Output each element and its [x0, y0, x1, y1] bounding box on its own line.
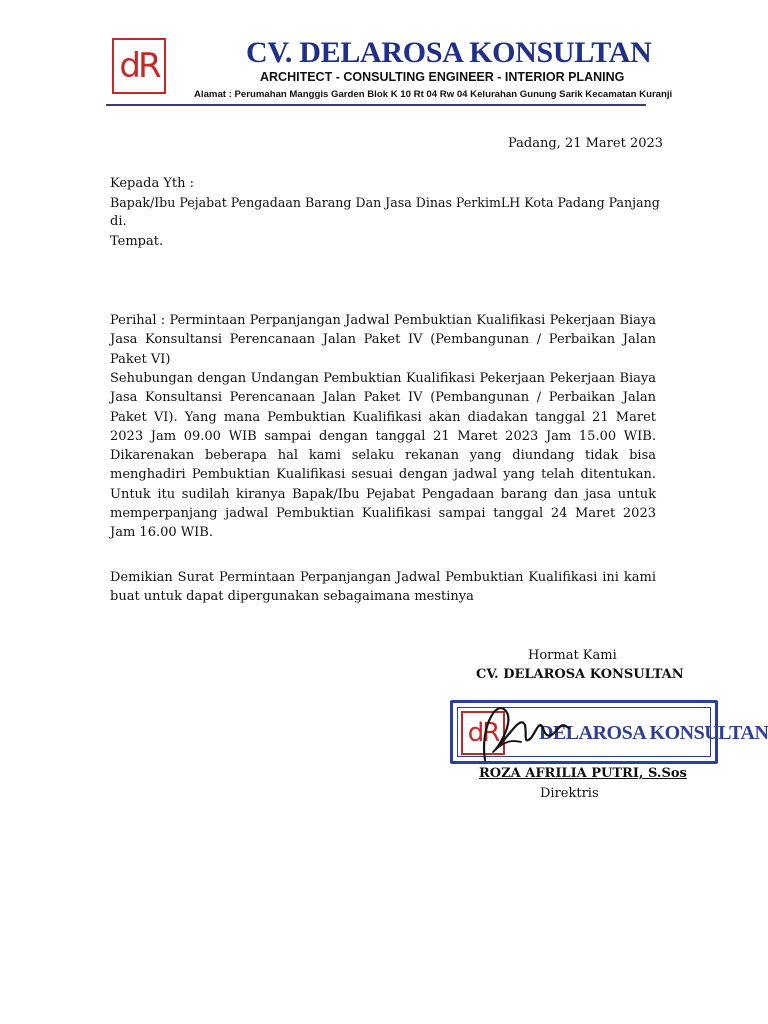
recipient-salutation: Kepada Yth :	[110, 176, 195, 191]
stamp-logo: dR	[461, 711, 505, 755]
regards-text: Hormat Kami	[528, 648, 617, 663]
signature-company: CV. DELAROSA KONSULTAN	[476, 667, 684, 682]
subject-text: Perihal : Permintaan Perpanjangan Jadwal Pembuktian Kualifikasi Pekerjaan Biaya Jasa Konsultansi Perencanaan Jalan Paket IV (Pembangunan / Perbaikan Jalan Paket VI)	[110, 313, 656, 367]
company-name: CV. DELAROSA KONSULTAN	[246, 36, 652, 69]
letterhead	[106, 30, 673, 110]
signer-title: Direktris	[540, 786, 599, 801]
recipient-name: Bapak/Ibu Pejabat Pengadaan Barang Dan Jasa Dinas PerkimLH Kota Padang Panjang	[110, 195, 660, 210]
letter-closing	[110, 568, 656, 607]
signer-name: ROZA AFRILIA PUTRI, S.Sos	[479, 766, 687, 781]
letter-body	[110, 369, 656, 543]
closing-text: Demikian Surat Permintaan Perpanjangan Jadwal Pembuktian Kualifikasi ini kami buat untuk dapat dipergunakan sebagaimana mestinya	[110, 570, 656, 605]
handwritten-signature	[465, 690, 585, 770]
letter-subject	[110, 311, 656, 369]
recipient-di: di.	[110, 214, 127, 229]
recipient-place: Tempat.	[110, 234, 164, 249]
stamp-text: DELAROSA KONSULTAN	[539, 722, 768, 744]
letter-date: Padang, 21 Maret 2023	[508, 136, 664, 151]
company-address: Alamat : Perumahan Manggis Garden Blok K 10 Rt 04 Rw 04 Kelurahan Gunung Sarik Kecamatan Kuranji	[194, 89, 673, 100]
body-text: Sehubungan dengan Undangan Pembuktian Kualifikasi Pekerjaan Pekerjaan Biaya Jasa Konsultansi Perencanaan Jalan Paket IV (Pembangunan / Perbaikan Jalan Paket VI). Yang mana Pembuktian Kualifikasi akan diadakan tanggal 21 Maret 2023 Jam 09.00 WIB sampai dengan tanggal 21 Maret 2023 Jam 15.00 WIB. Dikarenakan beberapa hal kami selaku rekanan yang diundang tidak bisa menghadiri Pembuktian Kualifikasi sesuai dengan jadwal yang telah ditentukan. Untuk itu sudilah kiranya Bapak/Ibu Pejabat Pengadaan barang dan jasa untuk memperpanjang jadwal Pembuktian Kualifikasi sampai tanggal 24 Maret 2023 Jam 16.00 WIB.	[110, 371, 656, 541]
letterhead-divider	[106, 104, 646, 106]
company-logo: dR	[112, 38, 166, 94]
company-tagline: ARCHITECT - CONSULTING ENGINEER - INTERIOR PLANING	[260, 70, 625, 84]
